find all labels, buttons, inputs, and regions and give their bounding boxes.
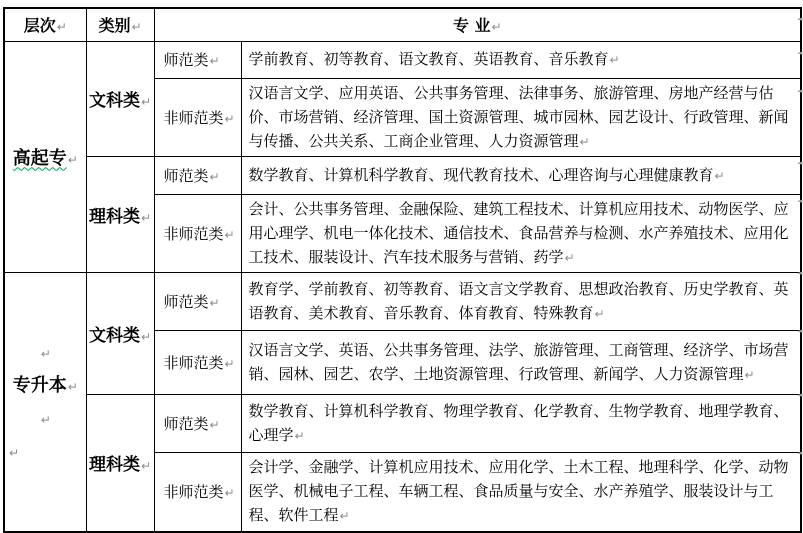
type-cell	[154, 394, 241, 452]
majors-text: 学前教育、初等教育、语文教育、英语教育、音乐教育	[248, 50, 609, 68]
type-cell	[154, 41, 241, 78]
paragraph-mark-icon: ↵	[564, 250, 575, 265]
row-end-mark-icon: ◄	[797, 327, 803, 335]
level-label: 高起专	[12, 147, 67, 169]
paragraph-mark-icon: ↵	[209, 295, 220, 310]
paragraph-mark-icon: ↵	[209, 169, 220, 184]
majors-cell	[241, 452, 801, 532]
type-cell	[154, 452, 241, 532]
paragraph-mark-icon: ↵	[56, 20, 67, 35]
empty-paragraph	[5, 435, 19, 468]
header-level	[4, 8, 86, 41]
header-category-label: 类别	[98, 16, 131, 36]
empty-paragraph	[40, 402, 51, 435]
type-label: 非师范类	[163, 224, 224, 243]
paragraph-mark-icon: ↵	[40, 346, 51, 361]
type-cell	[154, 330, 241, 394]
paragraph-mark-icon: ↵	[209, 417, 220, 432]
majors-text: 数学教育、计算机科学教育、物理学教育、化学教育、生物学教育、地理学教育、心理学	[248, 401, 789, 444]
row-end-mark-icon: ◄	[797, 269, 803, 277]
paragraph-mark-icon: ↵	[491, 20, 502, 35]
level-cell-zhuanshengben	[4, 272, 86, 532]
header-level-label: 层次	[23, 16, 56, 36]
row-end-mark-icon: ◄	[797, 15, 803, 23]
category-cell-wenke	[86, 41, 154, 156]
majors-table	[3, 7, 802, 533]
majors-text: 教育学、学前教育、初等教育、语文言文学教育、思想政治教育、历史学教育、英语教育、美术教育、音乐教育、体育教育、特殊教育	[248, 279, 789, 322]
majors-text: 汉语言文学、应用英语、公共事务管理、法律事务、旅游管理、房地产经营与估价、市场营销、经济管理、国土资源管理、城市园林、园艺设计、行政管理、新闻与传播、公共关系、工商企业管理、人力资源管理	[248, 83, 789, 150]
level-cell-gaoqizhuan	[4, 41, 86, 272]
table-row	[4, 156, 801, 194]
table-row	[4, 272, 801, 330]
type-label: 师范类	[163, 292, 209, 311]
type-label: 非师范类	[163, 483, 224, 502]
paragraph-mark-icon: ↵	[209, 54, 220, 68]
paragraph-mark-icon: ↵	[224, 356, 235, 371]
paragraph-mark-icon: ↵	[131, 20, 142, 35]
paragraph-mark-icon: ↵	[67, 152, 78, 167]
majors-cell	[241, 78, 801, 156]
majors-text: 汉语言文学、英语、公共事务管理、法学、旅游管理、工商管理、经济学、市场营销、园林、园艺、农学、土地资源管理、行政管理、新闻学、人力资源管理	[248, 340, 789, 383]
category-label: 理科类	[88, 206, 140, 227]
type-label: 师范类	[163, 414, 209, 433]
paragraph-mark-icon: ↵	[140, 329, 152, 344]
paragraph-mark-icon: ↵	[224, 227, 235, 242]
majors-cell	[241, 272, 801, 330]
row-end-mark-icon: ◄	[797, 391, 803, 399]
type-label: 师范类	[163, 166, 209, 185]
category-cell-like	[86, 394, 154, 532]
category-cell-wenke	[86, 272, 154, 394]
header-row	[4, 8, 801, 41]
type-label: 师范类	[163, 51, 209, 69]
majors-cell	[241, 330, 801, 394]
level-line	[13, 369, 78, 402]
type-cell	[154, 78, 241, 156]
majors-cell	[241, 41, 801, 78]
level-cell-content	[5, 336, 86, 468]
type-label: 非师范类	[163, 353, 224, 372]
paragraph-mark-icon: ↵	[67, 379, 78, 394]
paragraph-mark-icon: ↵	[40, 412, 51, 427]
paragraph-mark-icon: ↵	[609, 53, 620, 67]
type-label: 非师范类	[163, 108, 224, 127]
category-cell-like	[86, 156, 154, 272]
empty-paragraph	[40, 336, 51, 369]
row-end-mark-icon: ◄	[797, 449, 803, 457]
row-end-mark-icon: ◄	[797, 197, 803, 205]
table-row	[4, 394, 801, 452]
row-end-mark-icon: ◄	[797, 87, 803, 95]
type-cell	[154, 272, 241, 330]
header-major-label: 专 业	[452, 16, 491, 36]
majors-text: 数学教育、计算机科学教育、现代教育技术、心理咨询与心理健康教育	[248, 165, 714, 184]
level-label: 专升本	[12, 374, 67, 396]
header-category	[86, 8, 154, 41]
paragraph-mark-icon: ↵	[9, 445, 20, 460]
category-label: 理科类	[88, 455, 140, 476]
paragraph-mark-icon: ↵	[224, 111, 235, 126]
row-end-mark-icon: ◄	[797, 159, 803, 167]
paragraph-mark-icon: ↵	[294, 428, 305, 443]
paragraph-mark-icon: ↵	[140, 210, 152, 225]
type-cell	[154, 194, 241, 272]
header-major	[154, 8, 801, 41]
category-label: 文科类	[88, 325, 140, 346]
row-end-mark-icon: ◄	[797, 49, 803, 57]
type-cell	[154, 156, 241, 194]
paragraph-mark-icon: ↵	[594, 306, 605, 321]
majors-text: 会计、公共事务管理、金融保险、建筑工程技术、计算机应用技术、动物医学、应用心理学、机电一体化技术、通信技术、食品营养与检测、水产养殖技术、应用化工技术、服装设计、汽车技术服务与营销、药学	[248, 199, 789, 266]
paragraph-mark-icon: ↵	[140, 95, 152, 109]
category-label: 文科类	[88, 91, 140, 111]
majors-cell	[241, 156, 801, 194]
paragraph-mark-icon: ↵	[140, 459, 152, 474]
paragraph-mark-icon: ↵	[714, 168, 725, 183]
paragraph-mark-icon: ↵	[579, 134, 590, 149]
table-row	[4, 41, 801, 78]
paragraph-mark-icon: ↵	[224, 486, 235, 501]
paragraph-mark-icon: ↵	[339, 509, 350, 524]
majors-text: 会计学、金融学、计算机应用技术、应用化学、土木工程、地理科学、化学、动物医学、机械电子工程、车辆工程、食品质量与安全、水产养殖学、服装设计与工程、软件工程	[248, 458, 789, 525]
majors-cell	[241, 194, 801, 272]
paragraph-mark-icon: ↵	[744, 367, 755, 382]
document-page	[3, 7, 802, 533]
majors-cell	[241, 394, 801, 452]
